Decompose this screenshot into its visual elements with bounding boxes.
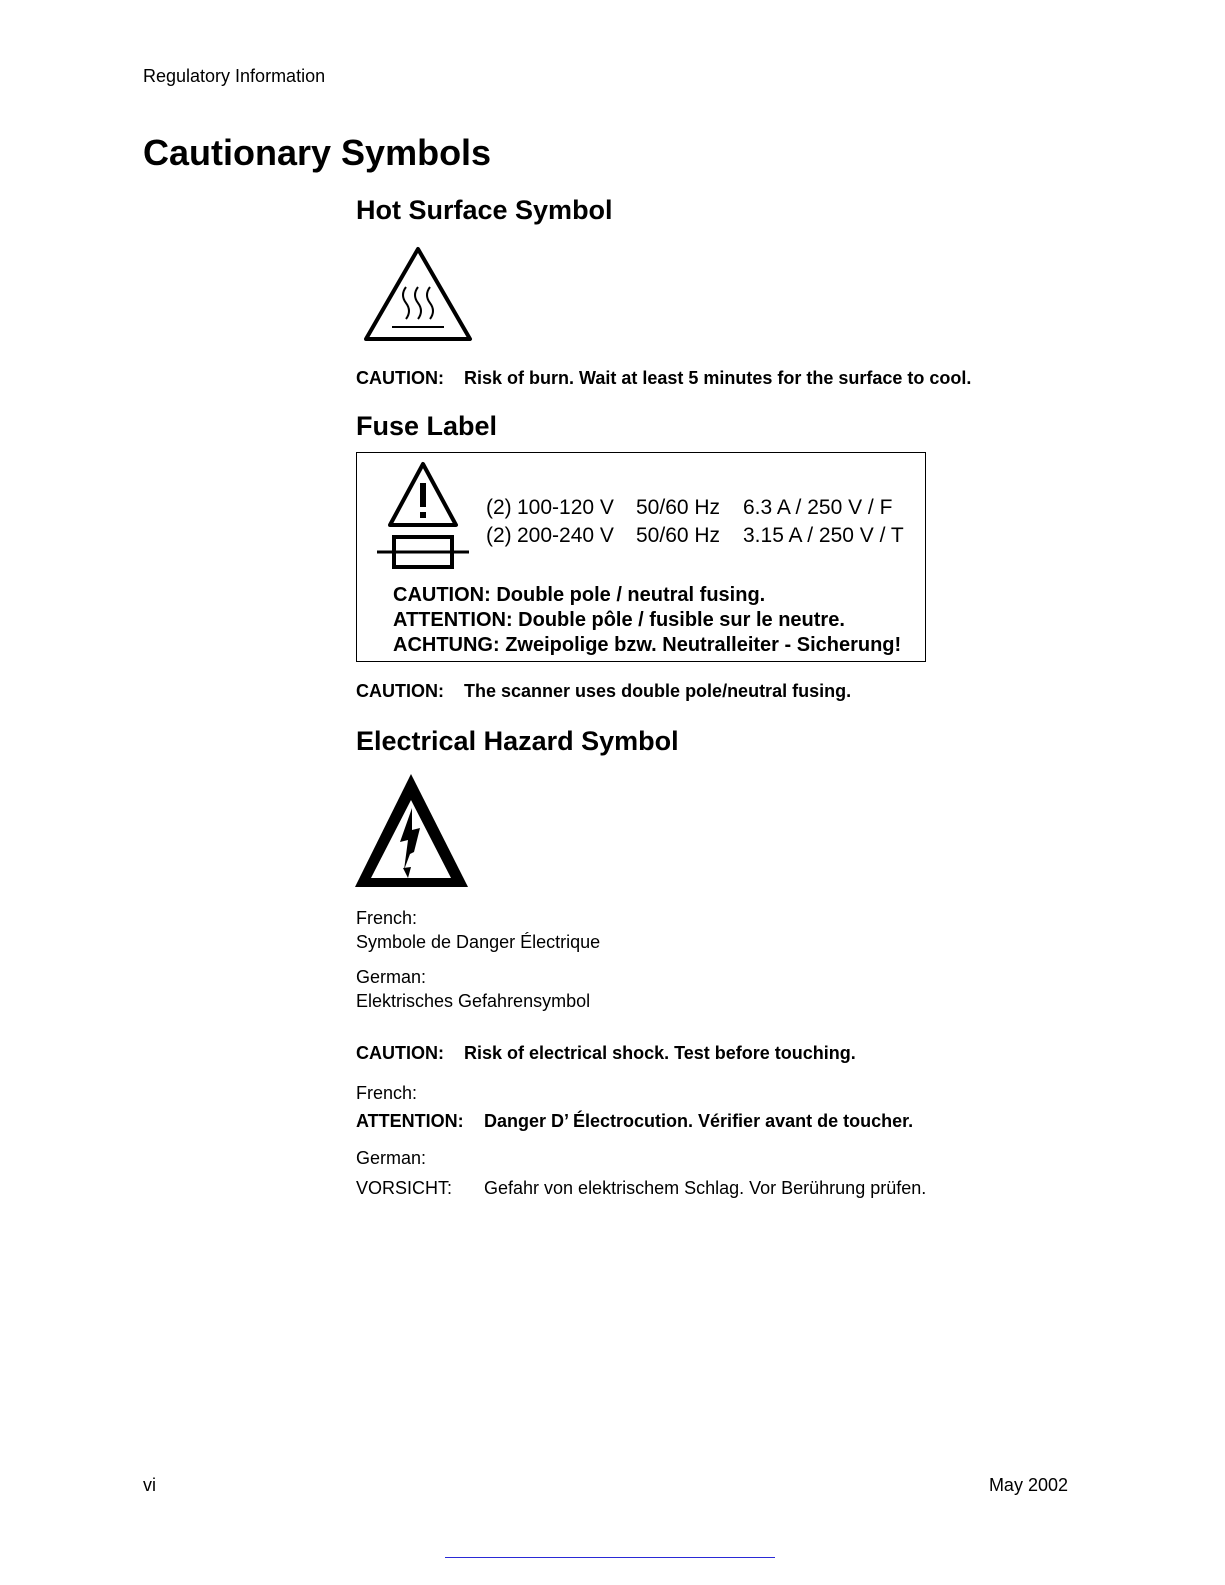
- fuse-label-box: (2) 100-120 V 50/60 Hz 6.3 A / 250 V / F (2) 200-240 V 50/60 Hz 3.15 A / 250 V / T CAUTION: Double pole / neutral fusing. ATTENTION: Double pôle / fusible sur le neutre. ACHTUNG: Zweipolige bzw. Neutralleiter - Sicherung!: [356, 452, 926, 662]
- fuse-warning-line: CAUTION: Double pole / neutral fusing.: [393, 584, 766, 606]
- vorsicht-text: Gefahr von elektrischem Schlag. Vor Berührung prüfen.: [484, 1178, 927, 1198]
- german-label: German:: [356, 1148, 427, 1168]
- hot-surface-icon: [362, 245, 474, 343]
- german-translation: German: Elektrisches Gefahrensymbol: [356, 967, 591, 1011]
- attention-label: ATTENTION:: [356, 1111, 464, 1131]
- fuse-label-heading: Fuse Label: [356, 411, 498, 441]
- caution-text: The scanner uses double pole/neutral fusing.: [464, 681, 852, 701]
- page-title: Cautionary Symbols: [143, 132, 492, 173]
- hot-surface-heading: Hot Surface Symbol: [356, 195, 613, 225]
- bottom-divider: [445, 1557, 775, 1558]
- warning-fuse-icon: [377, 461, 469, 573]
- running-header: Regulatory Information: [143, 66, 326, 86]
- electrical-hazard-heading: Electrical Hazard Symbol: [356, 726, 679, 756]
- page-number: vi: [143, 1475, 156, 1495]
- fuse-warning-line: ACHTUNG: Zweipolige bzw. Neutralleiter - Sicherung!: [393, 634, 902, 656]
- caution-label: CAUTION:: [356, 1043, 444, 1063]
- vorsicht-caution: [356, 1176, 926, 1200]
- electrical-hazard-icon: [352, 770, 472, 892]
- caution-label: CAUTION:: [356, 681, 444, 701]
- electrical-caution: [356, 1043, 856, 1064]
- attention-caution: [356, 1111, 913, 1132]
- vorsicht-label: VORSICHT:: [356, 1178, 453, 1198]
- fuse-warning-line: ATTENTION: Double pôle / fusible sur le neutre.: [393, 609, 845, 631]
- hot-surface-caution: [356, 368, 971, 389]
- fuse-caution: [356, 681, 851, 702]
- fuse-label-warnings: [393, 583, 901, 658]
- french-label: French:: [356, 1083, 418, 1103]
- footer-date: May 2002: [988, 1475, 1068, 1495]
- french-translation: French: Symbole de Danger Électrique: [356, 908, 601, 952]
- attention-text: Danger D’ Électrocution. Vérifier avant de toucher.: [484, 1111, 914, 1131]
- caution-label: CAUTION:: [356, 368, 444, 388]
- caution-text: Risk of electrical shock. Test before touching.: [464, 1043, 856, 1063]
- caution-text: Risk of burn. Wait at least 5 minutes for the surface to cool.: [464, 368, 972, 388]
